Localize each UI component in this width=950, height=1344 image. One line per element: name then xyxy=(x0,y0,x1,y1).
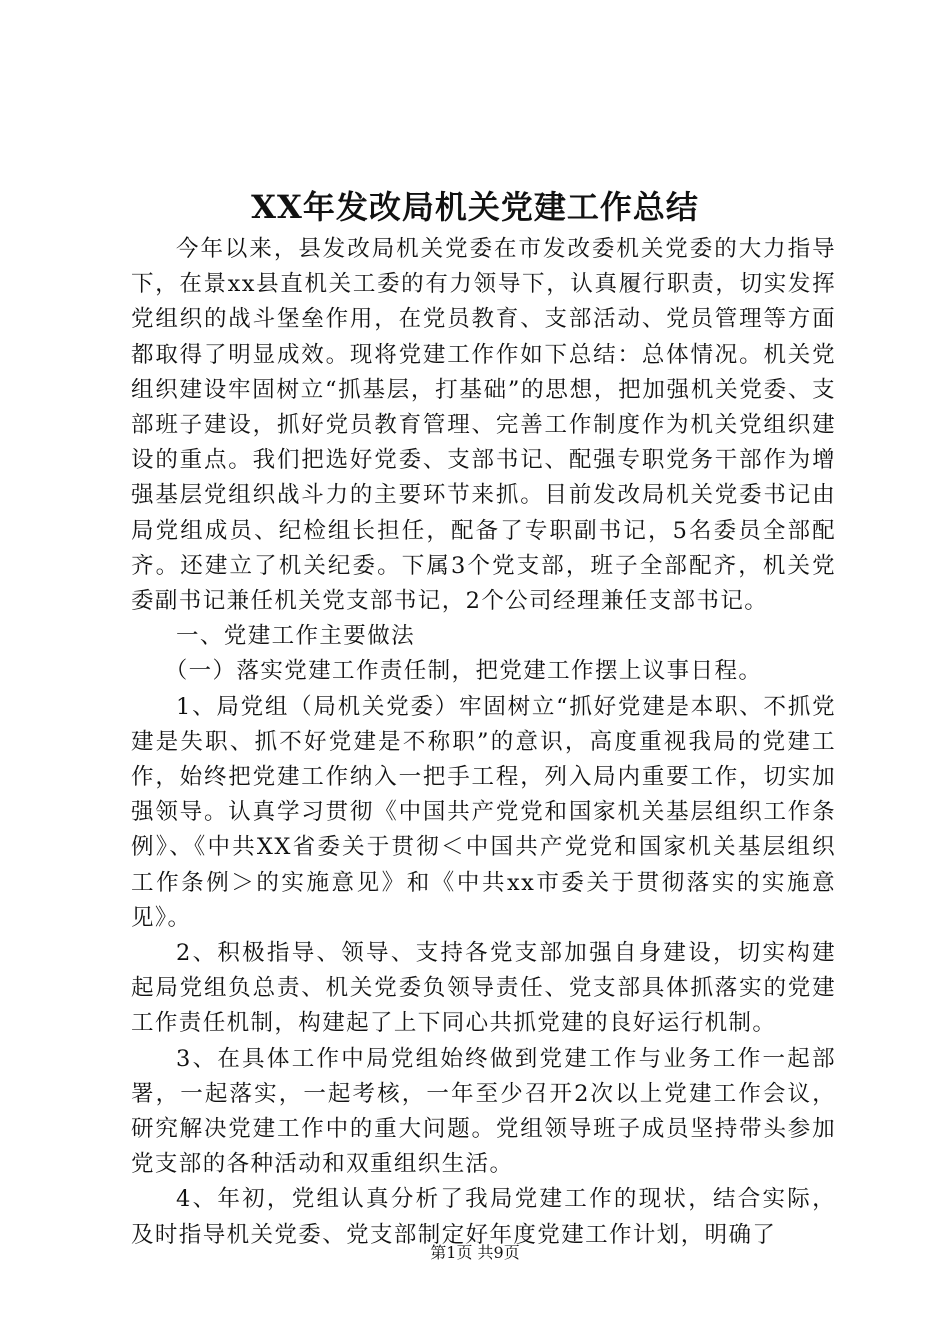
paragraph-item-4: 4、年初，党组认真分析了我局党建工作的现状，结合实际，及时指导机关党委、党支部制定好年度党建工作计划，明确了 xyxy=(131,1186,836,1248)
page-number-footer: 第1页 共9页 xyxy=(430,1243,520,1262)
subsection-heading: （一）落实党建工作责任制，把党建工作摆上议事日程。 xyxy=(164,658,763,685)
paragraph-item-2: 2、积极指导、领导、支持各党支部加强自身建设，切实构建起局党组负总责、机关党委负领导责任、党支部具体抓落实的党建工作责任机制，构建起了上下同心共抓党建的良好运行机制。 xyxy=(131,940,836,1037)
section-heading: 一、党建工作主要做法 xyxy=(176,623,416,650)
document-body xyxy=(131,232,836,1253)
paragraph-item-1: 1、局党组（局机关党委）牢固树立“抓好党建是本职、不抓党建是失职、抓不好党建是不称职”的意识，高度重视我局的党建工作，始终把党建工作纳入一把手工程，列入局内重要工作，切实加强领导。认真学习贯彻《中国共产党党和国家机关基层组织工作条例》、《中共XX省委关于贯彻＜中国共产党党和国家机关基层组织工作条例＞的实施意见》和《中共xx市委关于贯彻落实的实施意见》。 xyxy=(131,693,836,931)
document-title: XX年发改局机关党建工作总结 xyxy=(251,188,699,226)
paragraph-overview: 今年以来，县发改局机关党委在市发改委机关党委的大力指导下，在景xx县直机关工委的有力领导下，认真履行职责，切实发挥党组织的战斗堡垒作用，在党员教育、支部活动、党员管理等方面都取得了明显成效。现将党建工作作如下总结：总体情况。机关党组织建设牢固树立“抓基层，打基础”的思想，把加强机关党委、支部班子建设，抓好党员教育管理、完善工作制度作为机关党组织建设的重点。我们把选好党委、支部书记、配强专职党务干部作为增强基层党组织战斗力的主要环节来抓。目前发改局机关党委书记由局党组成员、纪检组长担任，配备了专职副书记，5名委员全部配齐。还建立了机关纪委。下属3个党支部，班子全部配齐，机关党委副书记兼任机关党支部书记，2个公司经理兼任支部书记。 xyxy=(131,236,836,615)
paragraph-item-3: 3、在具体工作中局党组始终做到党建工作与业务工作一起部署，一起落实，一起考核，一年至少召开2次以上党建工作会议，研究解决党建工作中的重大问题。党组领导班子成员坚持带头参加党支部的各种活动和双重组织生活。 xyxy=(131,1045,836,1178)
